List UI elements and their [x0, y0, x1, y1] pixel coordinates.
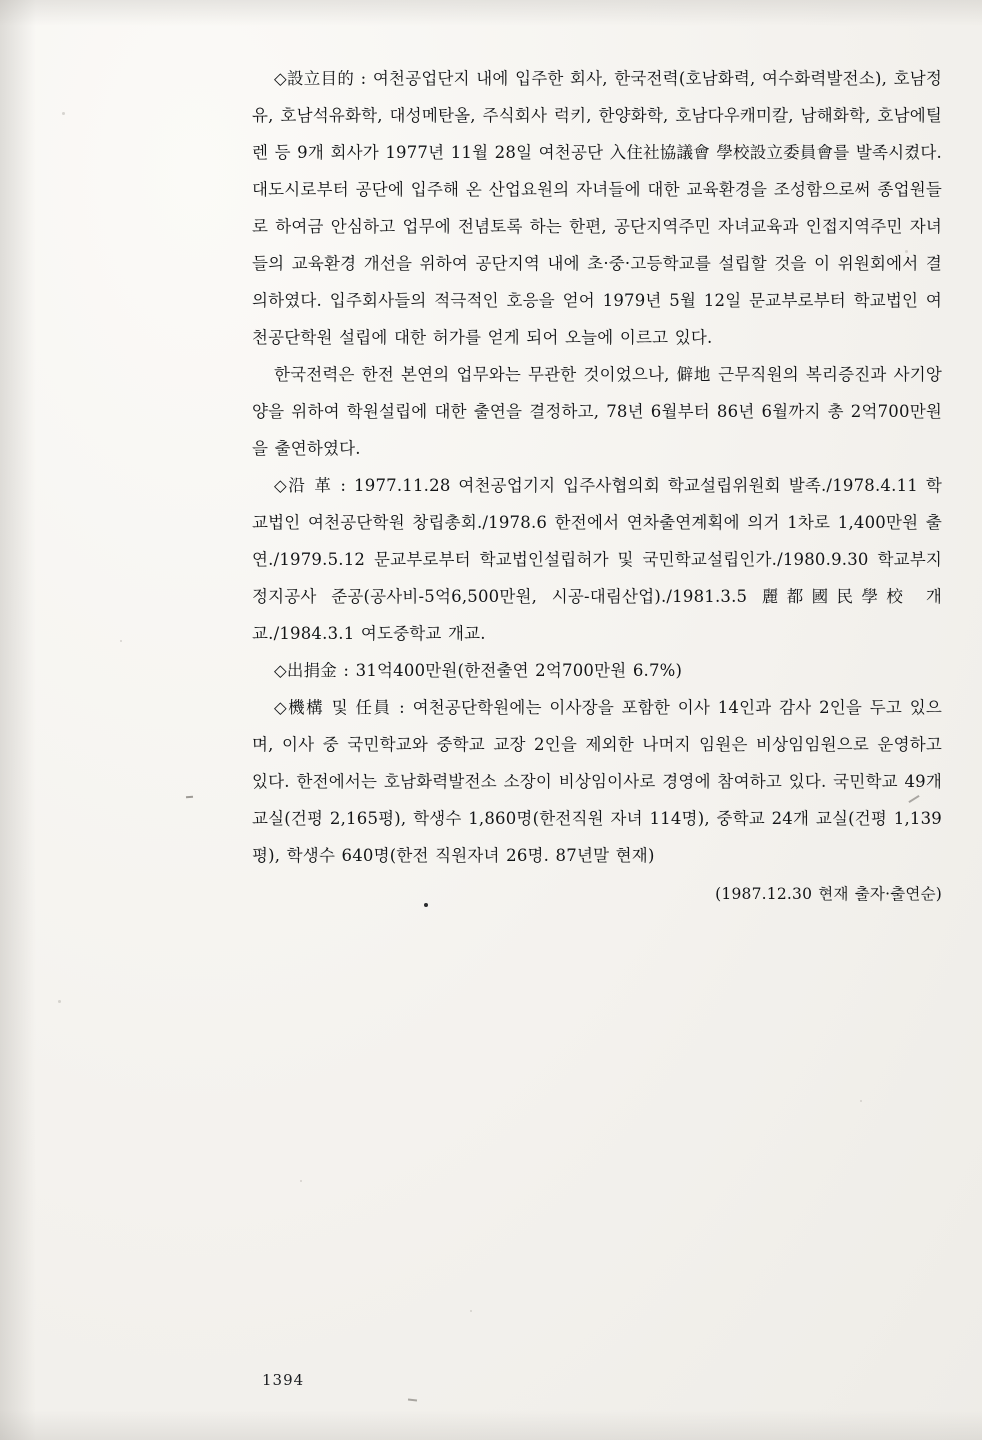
scan-speckle [62, 112, 65, 115]
ink-dot-mark [424, 903, 428, 907]
paragraph-purpose: ◇設立目的 : 여천공업단지 내에 입주한 회사, 한국전력(호남화력, 여수화력발전소), 호남정유, 호남석유화학, 대성메탄올, 주식회사 럭키, 한양화학, 호남다우캐미칼, 남해화학, 호남에틸렌 등 9개 회사가 1977년 11월 28일 여천공단 入住社協議會 學校設立委員會를 발족시켰다. 대도시로부터 공단에 입주해 온 산업요원의 자녀들에 대한 교육환경을 조성함으로써 종업원들로 하여금 안심하고 업무에 전념토록 하는 한편, 공단지역주민 자녀교육과 인접지역주민 자녀들의 교육환경 개선을 위하여 공단지역 내에 초·중·고등학교를 설립할 것을 이 위원회에서 결의하였다. 입주회사들의 적극적인 호응을 얻어 1979년 5월 12일 문교부로부터 학교법인 여천공단학원 설립에 대한 허가를 얻게 되어 오늘에 이르고 있다. [252, 69, 942, 347]
scan-artifact-mark [186, 796, 193, 799]
paragraph-donation: ◇出捐金 : 31억400만원(한전출연 2억700만원 6.7%) [274, 661, 683, 680]
paragraph-kepco-contribution: 한국전력은 한전 본연의 업무와는 무관한 것이었으나, 僻地 근무직원의 복리증진과 사기앙양을 위하여 학원설립에 대한 출연을 결정하고, 78년 6월부터 86년 6월까지 총 2억700만원을 출연하였다. [252, 365, 942, 458]
paragraph-organization: ◇機構 및 任員 : 여천공단학원에는 이사장을 포함한 이사 14인과 감사 2인을 두고 있으며, 이사 중 국민학교와 중학교 교장 2인을 제외한 나머지 임원은 비상임임원으로 운영하고 있다. 한전에서는 호남화력발전소 소장이 비상임이사로 경영에 참여하고 있다. 국민학교 49개 교실(건평 2,165평), 학생수 1,860명(한전직원 자녀 114명), 중학교 24개 교실(건평 1,139평), 학생수 640명(한전 직원자녀 26명. 87년말 현재) [252, 698, 942, 865]
scan-artifact-mark [408, 1399, 417, 1402]
scan-speckle [120, 640, 122, 642]
page-edge-shadow-bottom [0, 1410, 982, 1440]
page-number: 1394 [262, 1371, 305, 1389]
scan-speckle [860, 1100, 862, 1102]
page-edge-shadow-left [0, 0, 36, 1440]
page-edge-shadow-top [0, 0, 982, 26]
scan-speckle [58, 1000, 61, 1003]
scan-speckle [470, 1310, 472, 1312]
closing-note: (1987.12.30 현재 출자·출연순) [715, 885, 942, 903]
page-body-text [252, 60, 942, 913]
scan-speckle [300, 1180, 302, 1182]
paragraph-history: ◇沿 革 : 1977.11.28 여천공업기지 입주사협의회 학교설립위원회 발족./1978.4.11 학교법인 여천공단학원 창립총회./1978.6 한전에서 연차출연계획에 의거 1차로 1,400만원 출연./1979.5.12 문교부로부터 학교법인설립허가 및 국민학교설립인가./1980.9.30 학교부지 정지공사 준공(공사비-5억6,500만원, 시공-대림산업)./1981.3.5 麗都國民學校 개교./1984.3.1 여도중학교 개교. [252, 476, 942, 643]
